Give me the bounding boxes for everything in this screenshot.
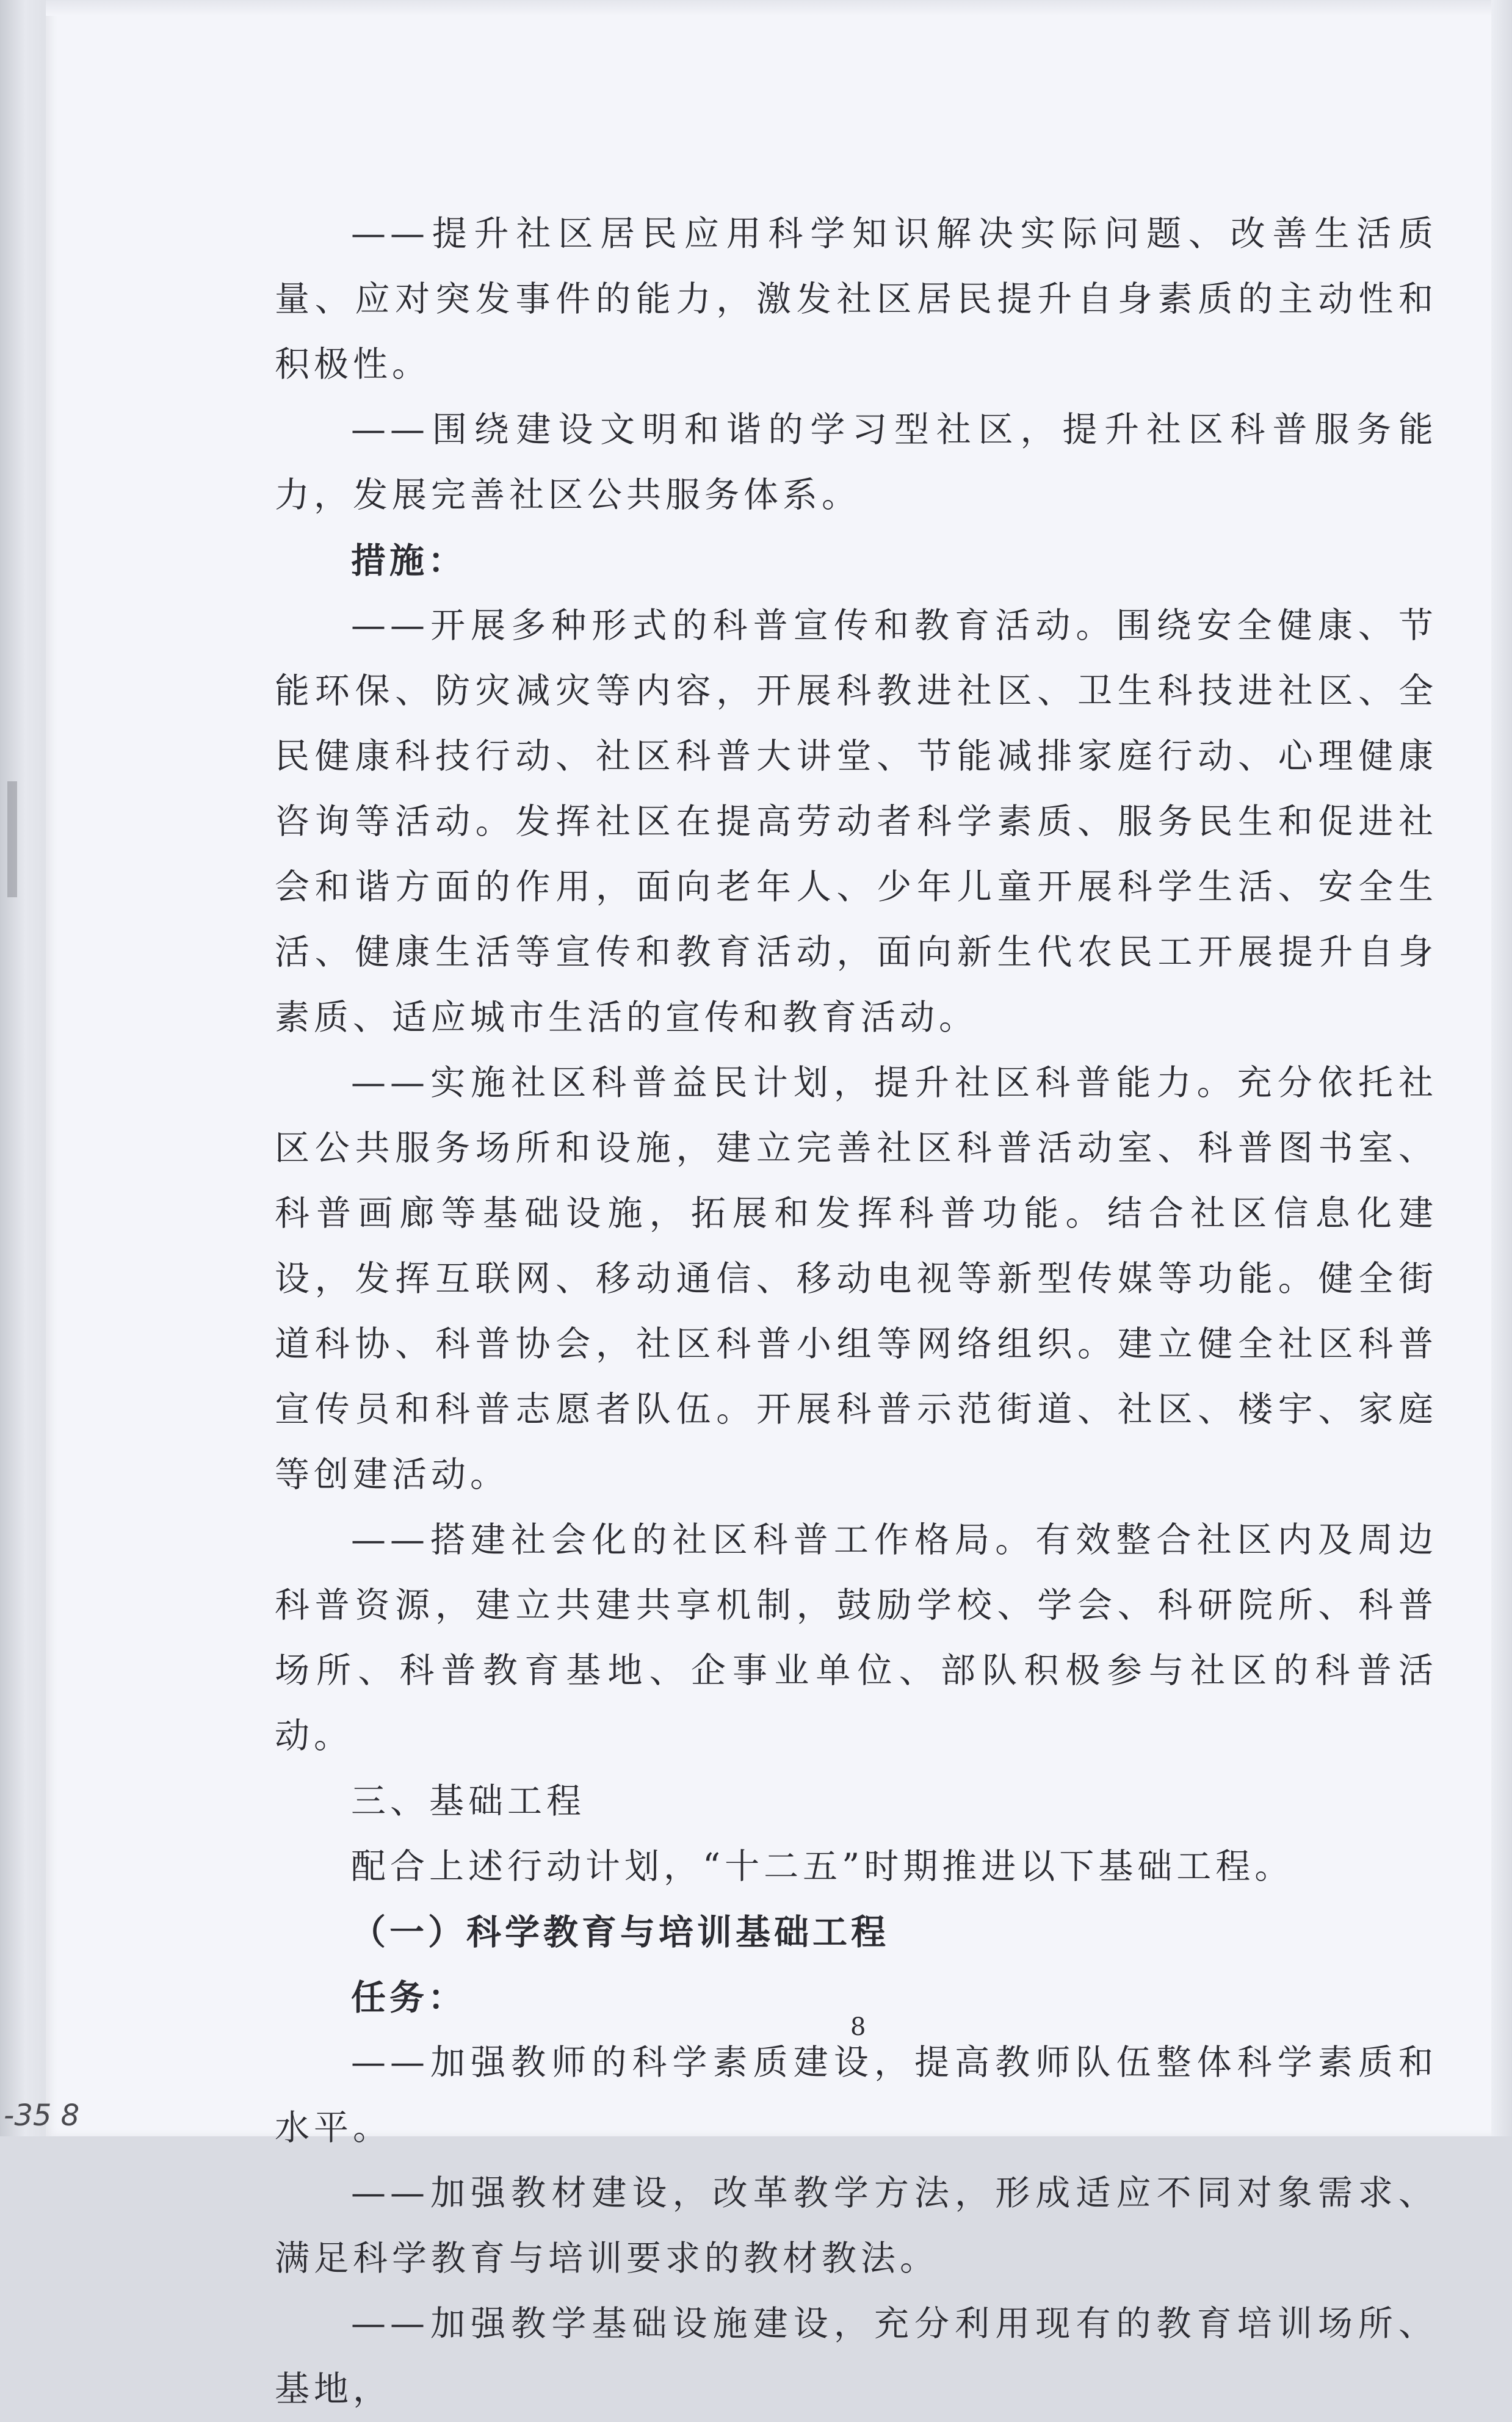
subsection-heading: （一）科学教育与培训基础工程 — [351, 1912, 889, 1953]
paragraph: ——实施社区科普益民计划，提升社区科普能力。充分依托社区公共服务场所和设施，建立完善社区科普活动室、科普图书室、科普画廊等基础设施，拓展和发挥科普功能。结合社区信息化建设，发挥互联网、移动通信、移动电视等新型传媒等功能。健全街道科协、科普协会，社区科普小组等网络组织。建立健全社区科普宣传员和科普志愿者队伍。开展科普示范街道、社区、楼宇、家庭等创建活动。 — [275, 1063, 1438, 1495]
section-label: 措施： — [351, 540, 466, 581]
paragraph: ——加强教师的科学素质建设，提高教师队伍整体科学素质和水平。 — [275, 2042, 1438, 2148]
page-top-edge — [46, 0, 1512, 16]
paragraph: ——开展多种形式的科普宣传和教育活动。围绕安全健康、节能环保、防灾减灾等内容，开展科教进社区、卫生科技进社区、全民健康科技行动、社区科普大讲堂、节能减排家庭行动、心理健康咨询等活动。发挥社区在提高劳动者科学素质、服务民生和促进社会和谐方面的作用，面向老年人、少年儿童开展科学生活、安全生活、健康生活等宣传和教育活动，面向新生代农民工开展提升自身素质、适应城市生活的宣传和教育活动。 — [275, 606, 1438, 1038]
section-label: 任务： — [351, 1977, 466, 2018]
page-right-edge — [1491, 0, 1512, 2136]
paragraph: ——围绕建设文明和谐的学习型社区，提升社区科普服务能力，发展完善社区公共服务体系。 — [275, 410, 1438, 515]
paragraph: ——加强教学基础设施建设，充分利用现有的教育培训场所、基地， — [275, 2304, 1438, 2409]
binding-mark — [7, 781, 17, 897]
paragraph: ——加强教材建设，改革教学方法，形成适应不同对象需求、满足科学教育与培训要求的教材教法。 — [275, 2173, 1438, 2279]
paragraph: ——搭建社会化的社区科普工作格局。有效整合社区内及周边科普资源，建立共建共享机制，鼓励学校、学会、科研院所、科普场所、科普教育基地、企事业单位、部队积极参与社区的科普活动。 — [275, 1520, 1438, 1756]
page-number: 8 — [850, 2013, 866, 2041]
handwritten-corner-note: -35 8 — [4, 2098, 80, 2133]
paragraph: ——提升社区居民应用科学知识解决实际问题、改善生活质量、应对突发事件的能力，激发社区居民提升自身素质的主动性和积极性。 — [275, 214, 1438, 385]
paragraph: 配合上述行动计划，“十二五”时期推进以下基础工程。 — [351, 1846, 1294, 1887]
body-text — [275, 201, 1438, 2422]
binding-edge — [0, 0, 46, 2136]
section-heading: 三、基础工程 — [351, 1781, 585, 1821]
